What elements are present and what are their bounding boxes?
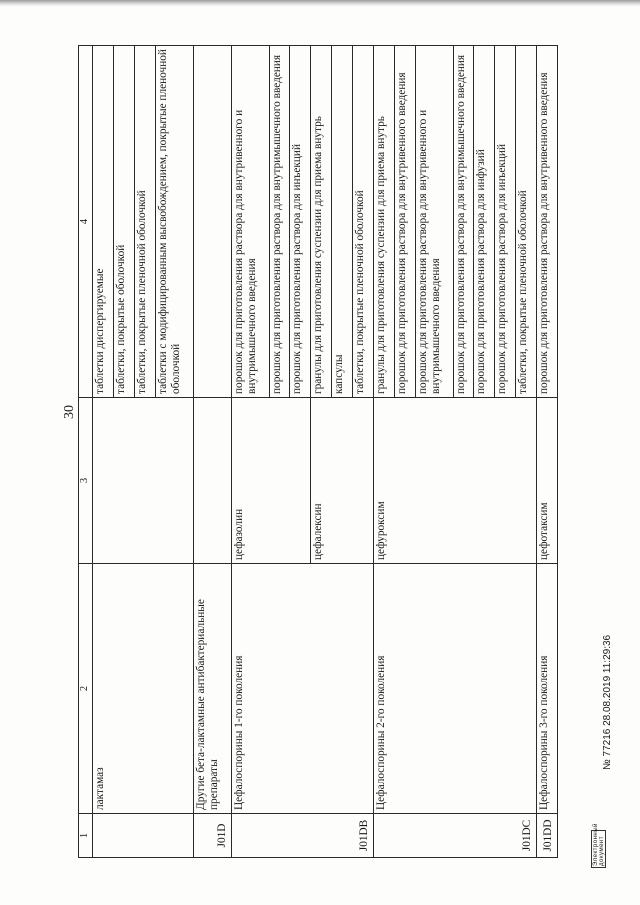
drug-table-rotated [78, 46, 558, 858]
group-cell: Цефалоспорины 1-го поколения [231, 564, 373, 814]
substance-cell: цефуроксим [373, 398, 536, 564]
substance-cell: цефалексин [311, 398, 374, 564]
table-row [193, 46, 231, 858]
group-cell: Другие бета-лактамные антибактериальные препараты [193, 564, 231, 814]
document-registration-footer: № 77216 28.08.2019 11:29:36 [602, 634, 613, 770]
table-row [373, 46, 394, 858]
table-header-row [79, 46, 93, 858]
electronic-document-stamp: Электронный документ [593, 823, 605, 866]
table-row [231, 46, 269, 858]
group-cell: Цефалоспорины 3-го поколения [537, 564, 558, 814]
dosage-form-cell: таблетки, покрытые пленочной оболочкой [516, 46, 537, 398]
substance-cell: цефотаксим [537, 398, 558, 564]
dosage-form-cell: порошок для приготовления раствора для внутривенного введения [537, 46, 558, 398]
substance-cell [93, 398, 194, 564]
atc-code-cell: J01DC [373, 814, 536, 858]
dosage-form-cell: таблетки с модифицированным высвобождением, покрытые пленочной оболочкой [155, 46, 193, 398]
substance-cell: цефазолин [231, 398, 311, 564]
drug-table-container [78, 46, 558, 858]
dosage-form-cell: порошок для приготовления раствора для внутримышечного введения [269, 46, 290, 398]
dosage-form-cell: гранулы для приготовления суспензии для приема внутрь [311, 46, 332, 398]
table-row [93, 46, 114, 858]
atc-code-cell: J01D [193, 814, 231, 858]
header-col-3: 3 [79, 398, 93, 564]
scan-edge [0, 0, 640, 7]
atc-code-cell: J01DB [231, 814, 373, 858]
drug-table [78, 45, 558, 858]
substance-cell [193, 398, 231, 564]
dosage-form-cell: порошок для приготовления раствора для внутривенного и внутримышечного введения [231, 46, 269, 398]
header-col-2: 2 [79, 564, 93, 814]
dosage-form-cell: порошок для приготовления раствора для инфузий [474, 46, 495, 398]
dosage-form-cell: таблетки диспергируемые [93, 46, 114, 398]
dosage-form-cell: капсулы [332, 46, 353, 398]
table-row [537, 46, 558, 858]
atc-code-cell: J01DD [537, 814, 558, 858]
atc-code-cell [93, 814, 194, 858]
group-cell: Цефалоспорины 2-го поколения [373, 564, 536, 814]
dosage-form-cell [193, 46, 231, 398]
dosage-form-cell: порошок для приготовления раствора для внутривенного и внутримышечного введения [415, 46, 453, 398]
dosage-form-cell: порошок для приготовления раствора для инъекций [290, 46, 311, 398]
header-col-1: 1 [79, 814, 93, 858]
dosage-form-cell: порошок для приготовления раствора для инъекций [495, 46, 516, 398]
dosage-form-cell: порошок для приготовления раствора для внутривенного введения [394, 46, 415, 398]
dosage-form-cell: таблетки, покрытые оболочкой [113, 46, 134, 398]
dosage-form-cell: гранулы для приготовления суспензии для приема внутрь [373, 46, 394, 398]
dosage-form-cell: таблетки, покрытые пленочной оболочкой [353, 46, 374, 398]
group-cell: лактамаз [93, 564, 194, 814]
page-number: 30 [62, 405, 77, 419]
header-col-4: 4 [79, 46, 93, 398]
dosage-form-cell: таблетки, покрытые пленочной оболочкой [134, 46, 155, 398]
dosage-form-cell: порошок для приготовления раствора для внутримышечного введения [453, 46, 474, 398]
